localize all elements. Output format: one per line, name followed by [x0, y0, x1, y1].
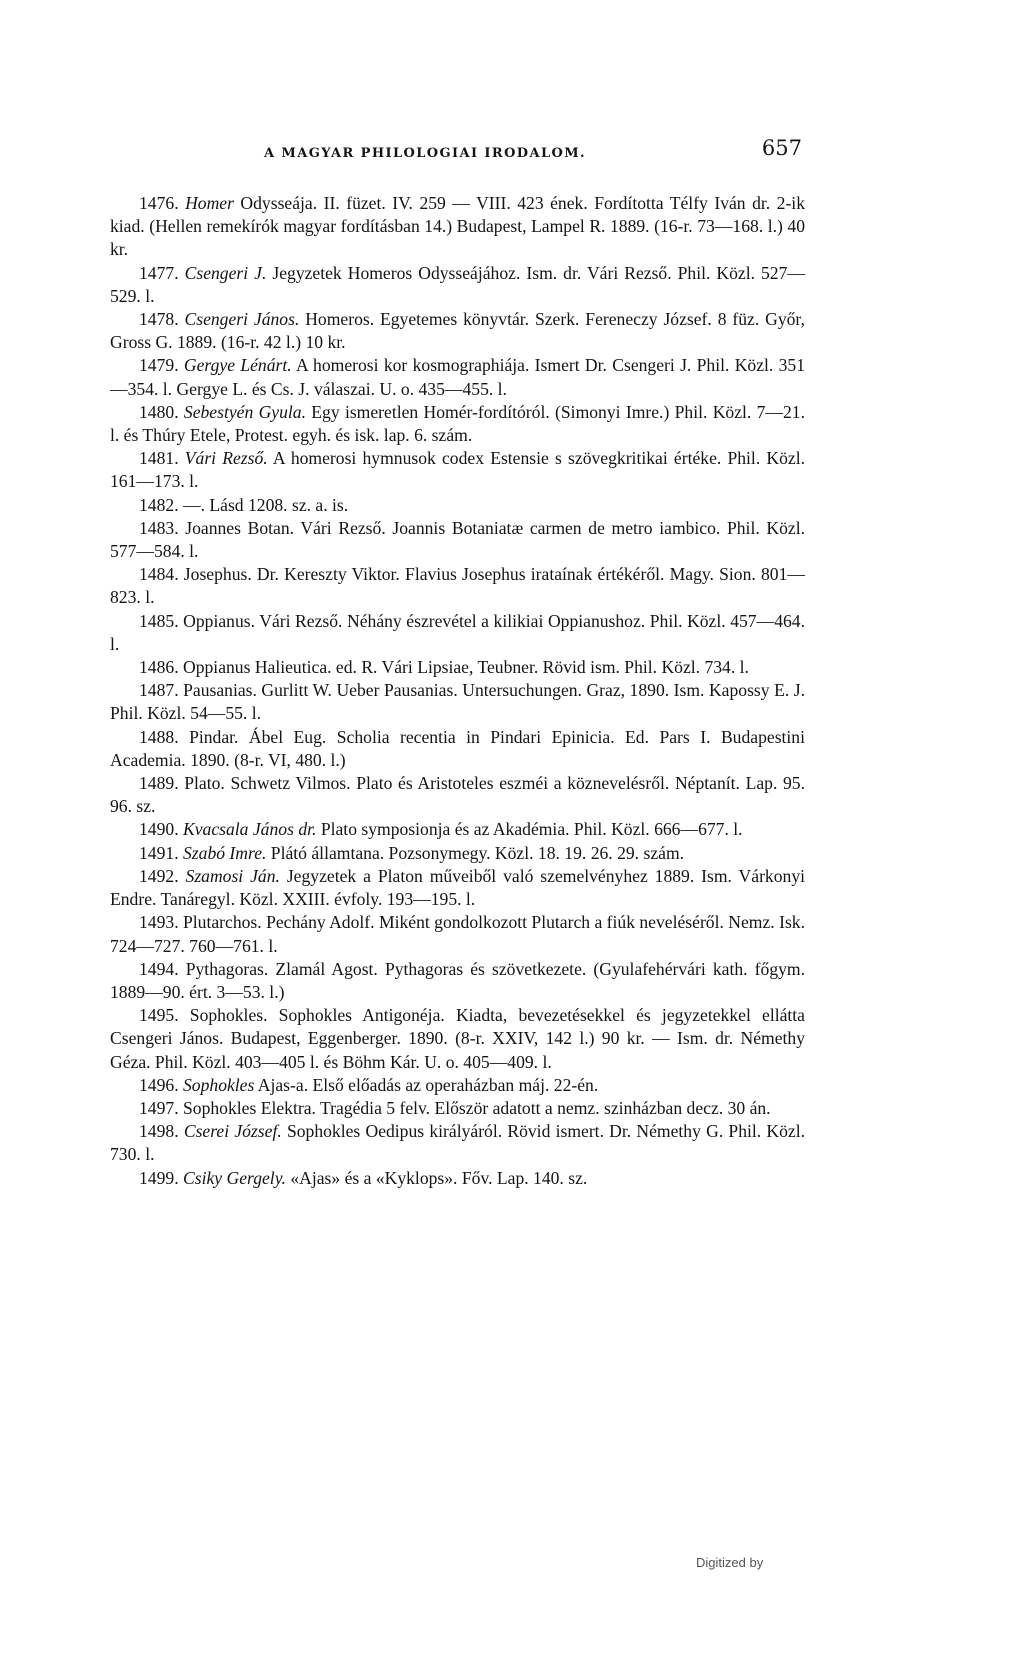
bibliography-entry — [110, 354, 805, 400]
bibliography-entry — [110, 517, 805, 563]
bibliography-entry — [110, 1074, 805, 1097]
entry-number: 1492. — [139, 865, 179, 886]
entry-author: Szamosi Ján. — [185, 865, 280, 886]
entry-text: Oppianus Halieutica. ed. R. Vári Lipsiae, Teubner. Rövid ism. Phil. Közl. 734. l. — [183, 657, 749, 678]
entry-author: Csengeri J. — [184, 262, 267, 283]
entry-author: Sebestyén Gyula. — [183, 401, 306, 422]
entry-number: 1487. — [139, 680, 179, 701]
bibliography-entry — [110, 262, 805, 308]
entry-number: 1493. — [139, 912, 179, 933]
bibliography-entry — [110, 911, 805, 957]
bibliography-entry — [110, 772, 805, 818]
digitized-by-label: Digitized by — [696, 1555, 764, 1570]
entry-text: Homeros. Egyetemes könyvtár. Szerk. Fereneczy József. 8 füz. Győr, Gross G. 1889. (16-r. 42 l.) 10 kr. — [110, 309, 805, 353]
entry-number: 1478. — [139, 309, 179, 330]
entry-author: Szabó Imre. — [183, 842, 267, 863]
entry-author: Sophokles — [183, 1074, 255, 1095]
entry-text: Josephus. Dr. Kereszty Viktor. Flavius Josephus irataínak értékéről. Magy. Sion. 801—823. l. — [110, 564, 805, 608]
entry-author: Cserei József. — [183, 1121, 282, 1142]
bibliography-entry — [110, 447, 805, 493]
bibliography-entry — [110, 1004, 805, 1074]
entry-number: 1489. — [139, 773, 179, 794]
bibliography-entry — [110, 610, 805, 656]
entry-number: 1484. — [139, 564, 179, 585]
entry-number: 1499. — [139, 1167, 179, 1188]
bibliography-list — [110, 192, 805, 1190]
entry-number: 1488. — [139, 726, 179, 747]
entry-text: Plato. Schwetz Vilmos. Plato és Aristoteles eszméi a köznevelésről. Néptanít. Lap. 95. 96. sz. — [110, 773, 805, 817]
bibliography-entry — [110, 818, 805, 841]
bibliography-entry — [110, 842, 805, 865]
entry-number: 1483. — [139, 517, 179, 538]
entry-number: 1490. — [139, 819, 179, 840]
entry-text: Jegyzetek a Platon műveiből való szemelvényhez 1889. Ism. Várkonyi Endre. Tanáregyl. Közl. XXIII. évfoly. 193—195. l. — [110, 865, 805, 910]
entry-text: A homerosi hymnusok codex Estensie s szövegkritikai értéke. Phil. Közl. 161—173. l. — [110, 448, 805, 492]
page-number: 657 — [761, 136, 802, 160]
entry-text: Sophokles. Sophokles Antigonéja. Kiadta, bevezetésekkel és jegyzetekkel ellátta Csengeri János. Budapest, Eggenberger. 1890. (8-r. XXIV, 142 l.) 90 kr. — Ism. dr. Némethy Géza. Phil. Közl. 403—405 l. és Böhm Kár. U. o. 405—409. l. — [110, 1005, 805, 1072]
entry-text: Pindar. Ábel Eug. Scholia recentia in Pindari Epinicia. Ed. Pars I. Budapestini Academia. 1890. (8-r. VI, 480. l.) — [110, 726, 805, 770]
entry-text: Egy ismeretlen Homér-fordítóról. (Simonyi Imre.) Phil. Közl. 7—21. l. és Thúry Etele, Protest. egyh. és isk. lap. 6. szám. — [110, 401, 805, 446]
entry-text: —. Lásd 1208. sz. a. is. — [183, 494, 349, 515]
running-title: A MAGYAR PHILOLOGIAI IRODALOM. — [264, 146, 586, 161]
entry-author: Csengeri János. — [184, 309, 300, 330]
entry-text: Joannes Botan. Vári Rezső. Joannis Botaniatæ carmen de metro iambico. Phil. Közl. 577—584. l. — [110, 517, 805, 562]
entry-text: Odysseája. II. füzet. IV. 259 — VIII. 423 ének. Fordította Télfy Iván dr. 2-ik kiad. (Hellen remekírók magyar fordításban 14.) Budapest, Lampel R. 1889. (16-r. 73—168. l.) 40 kr. — [110, 193, 805, 260]
entry-number: 1482. — [139, 494, 179, 515]
bibliography-entry — [110, 1167, 805, 1190]
entry-text: Sophokles Elektra. Tragédia 5 felv. Először adatott a nemz. szinházban decz. 30 án. — [183, 1097, 771, 1118]
entry-number: 1491. — [139, 842, 179, 863]
entry-number: 1495. — [139, 1005, 179, 1026]
bibliography-entry — [110, 494, 805, 517]
bibliography-entry — [110, 865, 805, 911]
bibliography-entry — [110, 401, 805, 447]
entry-number: 1486. — [139, 657, 179, 678]
entry-text: Plutarchos. Pechány Adolf. Miként gondolkozott Plutarch a fiúk neveléséről. Nemz. Isk. 724—727. 760—761. l. — [110, 912, 806, 956]
bibliography-entry — [110, 1120, 805, 1166]
bibliography-entry — [110, 656, 805, 679]
entry-text: Pausanias. Gurlitt W. Ueber Pausanias. Untersuchungen. Graz, 1890. Ism. Kapossy E. J. Phil. Közl. 54—55. l. — [110, 680, 805, 724]
entry-author: Csiky Gergely. — [183, 1167, 286, 1188]
entry-number: 1480. — [139, 401, 179, 422]
entry-text: A homerosi kor kosmographiája. Ismert Dr. Csengeri J. Phil. Közl. 351—354. l. Gergye L. és Cs. J. válaszai. U. o. 435—455. l. — [110, 355, 805, 399]
entry-text: Ajas-a. Első előadás az operaházban máj. 22-én. — [254, 1074, 599, 1095]
entry-author: Homer — [185, 193, 234, 213]
entry-number: 1496. — [139, 1074, 179, 1095]
entry-text: «Ajas» és a «Kyklops». Főv. Lap. 140. sz. — [285, 1167, 588, 1188]
entry-author: Vári Rezső. — [184, 448, 268, 469]
entry-text: Sophokles Oedipus királyáról. Rövid ismert. Dr. Némethy G. Phil. Közl. 730. l. — [110, 1121, 806, 1165]
entry-number: 1481. — [139, 448, 179, 469]
entry-number: 1485. — [139, 610, 179, 631]
page-header — [110, 136, 802, 170]
entry-number: 1477. — [139, 262, 179, 283]
bibliography-entry — [110, 958, 805, 1004]
entry-text: Plato symposionja és az Akadémia. Phil. Közl. 666—677. l. — [316, 819, 743, 840]
entry-number: 1498. — [139, 1121, 179, 1142]
entry-text: Pythagoras. Zlamál Agost. Pythagoras és szövetkezete. (Gyulafehérvári kath. főgym. 1889—90. ért. 3—53. l.) — [110, 958, 805, 1002]
bibliography-entry — [110, 1097, 805, 1120]
entry-text: Oppianus. Vári Rezső. Néhány észrevétel a kilikiai Oppianushoz. Phil. Közl. 457—464. l. — [110, 610, 805, 654]
entry-text: Plátó államtana. Pozsonymegy. Közl. 18. 19. 26. 29. szám. — [266, 842, 685, 863]
bibliography-entry — [110, 726, 805, 772]
entry-number: 1476. — [139, 193, 179, 213]
bibliography-entry — [110, 192, 805, 262]
bibliography-entry — [110, 308, 805, 354]
entry-number: 1479. — [139, 355, 179, 376]
bibliography-entry — [110, 679, 805, 725]
bibliography-entry — [110, 563, 805, 609]
entry-author: Kvacsala János dr. — [183, 819, 317, 840]
entry-author: Gergye Lénárt. — [183, 355, 292, 376]
entry-number: 1494. — [139, 958, 179, 979]
entry-text: Jegyzetek Homeros Odysseájához. Ism. dr. Vári Rezső. Phil. Közl. 527—529. l. — [110, 262, 805, 306]
entry-number: 1497. — [139, 1097, 179, 1118]
